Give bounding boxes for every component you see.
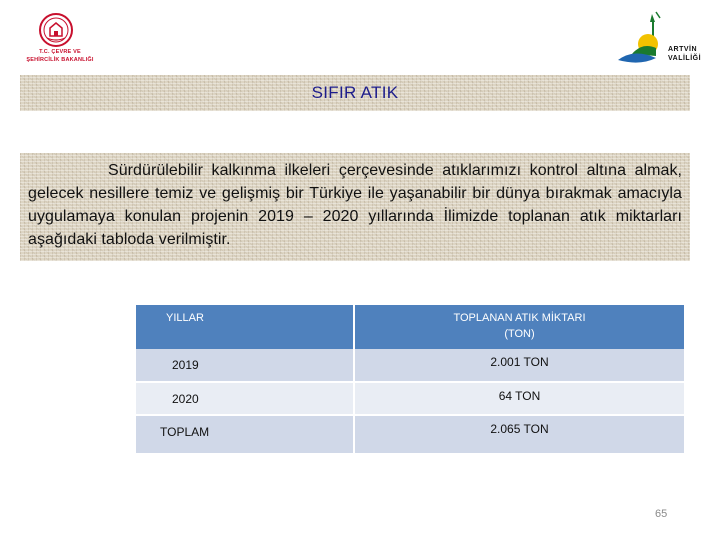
ministry-emblem-icon bbox=[38, 12, 74, 48]
header-collected-amount-line2: (TON) bbox=[504, 328, 535, 340]
header-years: YILLAR bbox=[136, 305, 354, 349]
waste-amount-table bbox=[136, 305, 684, 453]
table-row bbox=[136, 349, 684, 382]
title-banner bbox=[20, 75, 690, 111]
ministry-logo-line2: ŞEHİRCİLİK BAKANLIĞI bbox=[26, 57, 94, 63]
page-number: 65 bbox=[655, 508, 668, 520]
row-total-amount: 2.065 TON bbox=[354, 415, 684, 453]
row-total-label: TOPLAM bbox=[136, 415, 354, 453]
header-collected-amount-line1: TOPLANAN ATIK MİKTARI bbox=[453, 312, 586, 324]
governorship-emblem-icon bbox=[612, 8, 672, 68]
table-header-row bbox=[136, 305, 684, 349]
description-banner bbox=[20, 153, 690, 261]
ministry-logo bbox=[20, 12, 100, 68]
table-row-total bbox=[136, 415, 684, 453]
governorship-logo-line1: ARTVİN bbox=[668, 46, 698, 53]
row-year: 2019 bbox=[136, 349, 354, 382]
table-row bbox=[136, 382, 684, 415]
governorship-logo bbox=[612, 8, 700, 70]
governorship-logo-line2: VALİLİĞİ bbox=[668, 55, 702, 62]
page-title: SIFIR ATIK bbox=[311, 83, 399, 102]
header-collected-amount bbox=[354, 305, 684, 349]
row-year: 2020 bbox=[136, 382, 354, 415]
row-amount: 64 TON bbox=[354, 382, 684, 415]
description-text: Sürdürülebilir kalkınma ilkeleri çerçevesinde atıklarımızı kontrol altına almak, gelecek nesillere temiz ve gelişmiş bir Türkiye ile yaşanabilir bir dünya bırakmak amacıyla uygulamaya konulan projenin 2019 – 2020 yıllarında İlimizde toplanan atık miktarları aşağıdaki tabloda verilmiştir. bbox=[28, 162, 682, 248]
row-amount: 2.001 TON bbox=[354, 349, 684, 382]
ministry-logo-line1: T.C. ÇEVRE VE bbox=[39, 49, 81, 55]
